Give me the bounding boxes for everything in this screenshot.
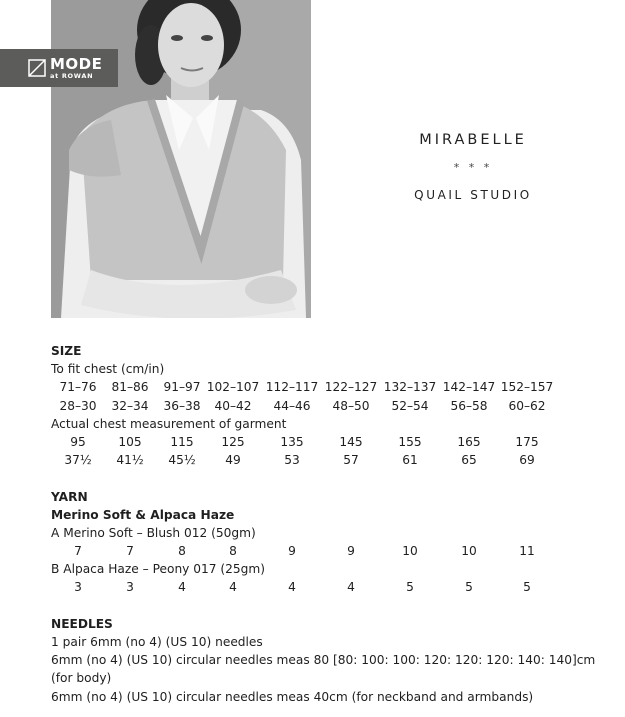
table-cell: 48–50 (332, 398, 370, 413)
designer-name: QUAIL STUDIO (414, 188, 532, 202)
table-cell: 10 (461, 544, 477, 559)
table-cell: 4 (288, 580, 296, 595)
table-cell: 105 (118, 434, 142, 449)
yarn-a-row (51, 542, 611, 560)
table-cell: 152–157 (500, 380, 554, 395)
fit-chest-in-row (51, 397, 611, 415)
table-cell: 4 (229, 580, 237, 595)
fit-chest-cm-row (51, 378, 611, 396)
model-photo (51, 0, 311, 318)
table-cell: 95 (70, 434, 86, 449)
needles-line: 6mm (no 4) (US 10) circular needles meas 40cm (for neckband and armbands) (51, 689, 534, 704)
table-cell: 71–76 (59, 380, 97, 395)
table-cell: 9 (288, 544, 296, 559)
table-cell: 69 (519, 453, 535, 468)
table-cell: 40–42 (214, 398, 252, 413)
yarn-a-label: A Merino Soft – Blush 012 (50gm) (51, 525, 256, 540)
table-cell: 41½ (116, 453, 144, 468)
table-cell: 125 (221, 434, 245, 449)
table-cell: 10 (402, 544, 418, 559)
fit-chest-label: To fit chest (cm/in) (51, 362, 165, 377)
table-cell: 5 (406, 580, 414, 595)
brand-logo (0, 49, 118, 87)
needles-heading: NEEDLES (51, 616, 113, 631)
table-cell: 60–62 (508, 398, 546, 413)
table-cell: 165 (457, 434, 481, 449)
pattern-title-block (400, 130, 546, 203)
table-cell: 9 (347, 544, 355, 559)
table-cell: 115 (170, 434, 194, 449)
logo-mark-icon (28, 59, 46, 77)
table-cell: 5 (523, 580, 531, 595)
pattern-details (51, 342, 611, 706)
table-cell: 4 (178, 580, 186, 595)
title-divider: * * * (453, 161, 493, 174)
logo-sub-text: at ROWAN (50, 72, 94, 80)
yarn-heading: YARN (51, 489, 88, 504)
table-cell: 102–107 (206, 380, 260, 395)
table-cell: 56–58 (450, 398, 488, 413)
table-cell: 32–34 (111, 398, 149, 413)
table-cell: 52–54 (391, 398, 429, 413)
table-cell: 132–137 (383, 380, 437, 395)
table-cell: 44–46 (273, 398, 311, 413)
yarn-b-row (51, 578, 611, 596)
table-cell: 8 (178, 544, 186, 559)
table-cell: 5 (465, 580, 473, 595)
table-cell: 122–127 (324, 380, 378, 395)
table-cell: 3 (74, 580, 82, 595)
table-cell: 7 (74, 544, 82, 559)
table-cell: 112–117 (265, 380, 319, 395)
needles-line: (for body) (51, 671, 112, 686)
table-cell: 135 (280, 434, 304, 449)
table-cell: 37½ (64, 453, 92, 468)
table-cell: 28–30 (59, 398, 97, 413)
table-cell: 53 (284, 453, 300, 468)
table-cell: 3 (126, 580, 134, 595)
table-cell: 61 (402, 453, 418, 468)
table-cell: 145 (339, 434, 363, 449)
size-heading: SIZE (51, 344, 82, 358)
table-cell: 142–147 (442, 380, 496, 395)
logo-brand-text: MODE (50, 55, 103, 73)
table-cell: 91–97 (163, 380, 201, 395)
table-cell: 175 (515, 434, 539, 449)
section-gap (51, 469, 611, 487)
table-cell: 7 (126, 544, 134, 559)
table-cell: 4 (347, 580, 355, 595)
yarn-b-label: B Alpaca Haze – Peony 017 (25gm) (51, 562, 266, 577)
yarn-subheading: Merino Soft & Alpaca Haze (51, 507, 235, 522)
needles-line: 1 pair 6mm (no 4) (US 10) needles (51, 635, 263, 649)
table-cell: 8 (229, 544, 237, 559)
needles-line: 6mm (no 4) (US 10) circular needles meas 80 [80: 100: 100: 120: 120: 120: 140: 140]cm (51, 653, 596, 668)
section-gap (51, 597, 611, 615)
table-cell: 11 (519, 544, 535, 559)
table-cell: 65 (461, 453, 477, 468)
actual-chest-in-row (51, 451, 611, 469)
table-cell: 49 (225, 453, 241, 468)
actual-chest-cm-row (51, 433, 611, 451)
table-cell: 155 (398, 434, 422, 449)
actual-chest-label: Actual chest measurement of garment (51, 416, 287, 431)
table-cell: 45½ (168, 453, 196, 468)
table-cell: 57 (343, 453, 359, 468)
table-cell: 36–38 (163, 398, 201, 413)
table-cell: 81–86 (111, 380, 149, 395)
pattern-title: MIRABELLE (419, 132, 527, 148)
